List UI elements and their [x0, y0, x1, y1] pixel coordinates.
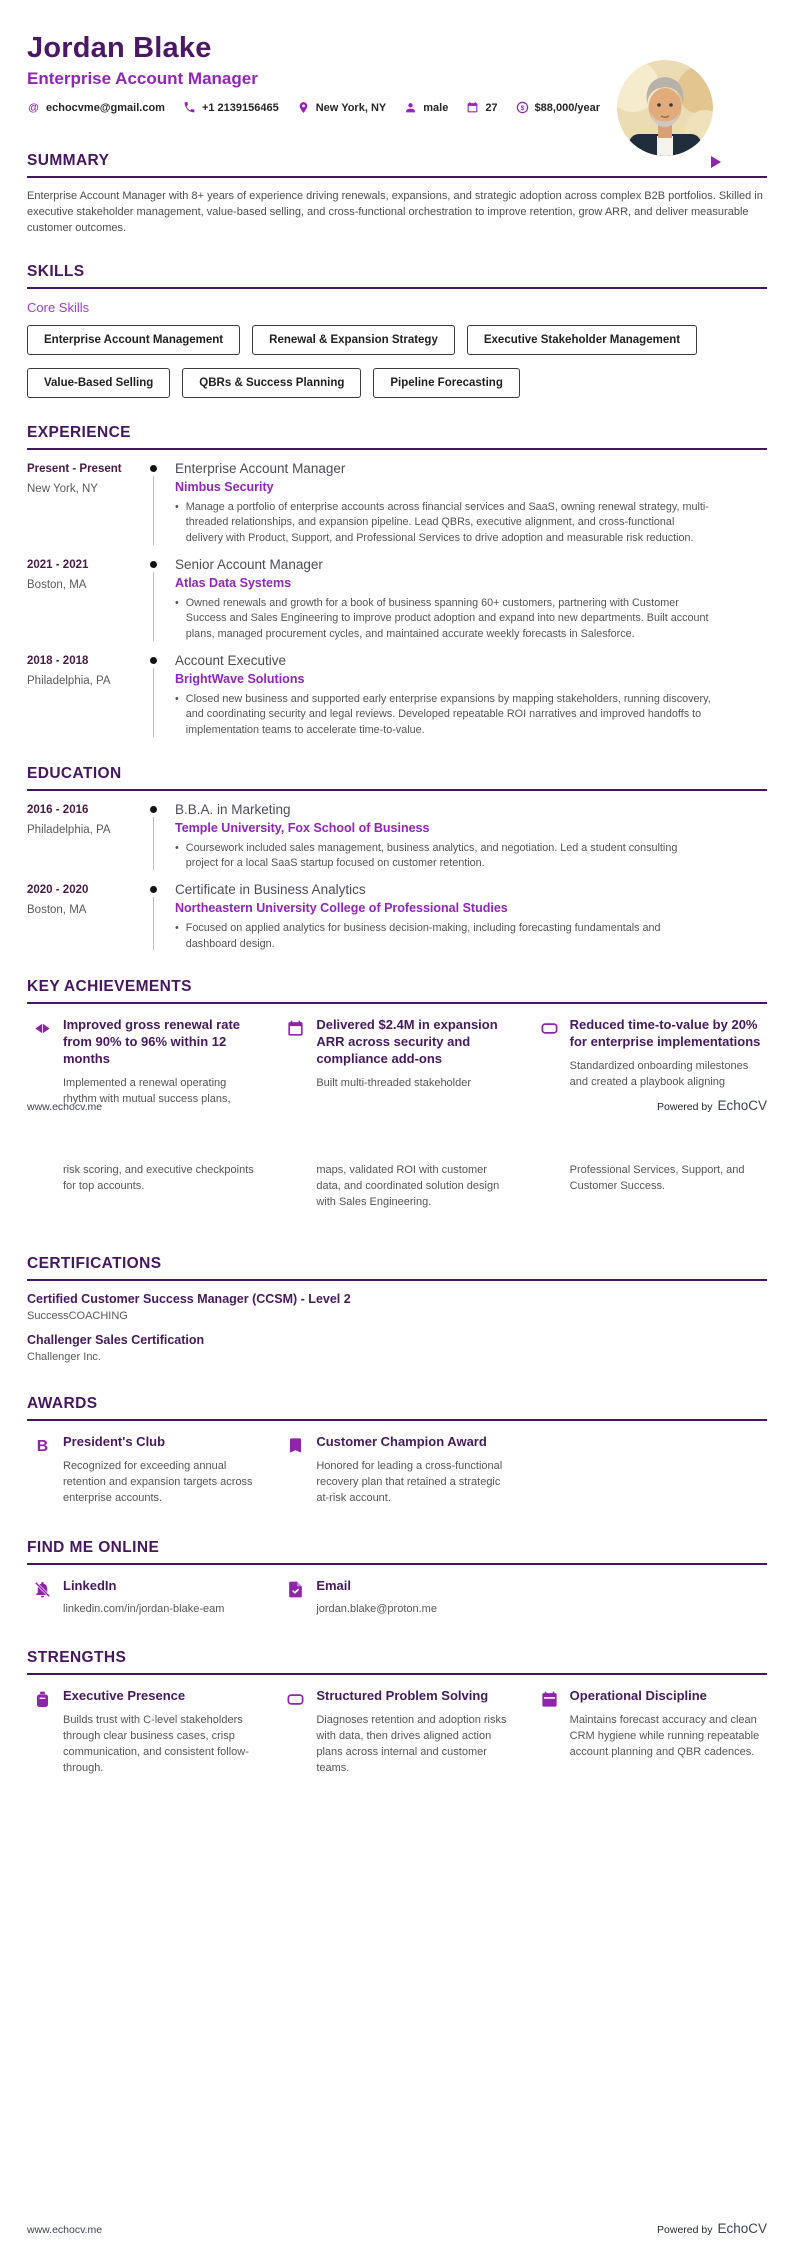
bookmark-icon: [286, 1434, 316, 1507]
candidate-job-title: Enterprise Account Manager: [27, 69, 258, 88]
frame-icon: [286, 1688, 316, 1777]
strengths-heading: STRENGTHS: [27, 1649, 767, 1675]
experience-entry: [27, 653, 767, 739]
awards-heading: AWARDS: [27, 1395, 767, 1421]
online-item-email: [286, 1578, 513, 1616]
achievements-continued: [27, 1161, 767, 1211]
education-entry: [27, 802, 767, 872]
footer-site-link[interactable]: www.echocv.me: [27, 1101, 103, 1113]
company-name: Atlas Data Systems: [175, 575, 292, 590]
education-entry: [27, 882, 767, 952]
education-bullet: Coursework included sales management, business analytics, and negotiation. Led a student consulting project for a local SaaS startup focused on customer retention.: [185, 841, 678, 870]
company-name: Nimbus Security: [175, 479, 274, 494]
certification-name: Challenger Sales Certification: [27, 1332, 205, 1347]
certifications-heading: CERTIFICATIONS: [27, 1255, 767, 1281]
skill-chip: Executive Stakeholder Management: [467, 325, 697, 355]
experience-location: Philadelphia, PA: [27, 674, 111, 687]
strength-description: Diagnoses retention and adoption risks with data, then drives aligned action plans across internal and customer teams.: [316, 1714, 507, 1775]
footer-brand-link[interactable]: EchoCV: [717, 2221, 767, 2236]
achievement-item: [540, 1017, 767, 1108]
achievement-description-continued: maps, validated ROI with customer data, and coordinated solution design with Sales Engineering.: [316, 1164, 500, 1208]
rewind-icon: [33, 1017, 63, 1108]
find-me-online-section: [27, 1539, 767, 1616]
contact-phone[interactable]: [183, 101, 279, 114]
education-section: [27, 765, 767, 953]
experience-location: New York, NY: [27, 482, 98, 495]
award-description: Recognized for exceeding annual retention and expansion targets across enterprise accounts.: [63, 1459, 253, 1504]
skills-heading: SKILLS: [27, 263, 767, 289]
contact-age-text: 27: [485, 101, 498, 114]
find-me-online-heading: FIND ME ONLINE: [27, 1539, 767, 1565]
job-title: Senior Account Manager: [175, 556, 323, 572]
education-dates: 2020 - 2020: [27, 883, 89, 896]
contact-email-text: echocvme@gmail.com: [46, 101, 165, 114]
summary-section: [27, 152, 767, 237]
company-name: BrightWave Solutions: [175, 671, 305, 686]
phone-icon: [183, 101, 196, 114]
file-check-icon: [286, 1578, 316, 1616]
footer-powered-by: Powered by: [657, 1101, 713, 1113]
achievement-item: [286, 1017, 513, 1108]
education-bullet: Focused on applied analytics for business decision-making, including forecasting fundamentals and dashboard design.: [185, 921, 661, 950]
calendar-icon: [466, 101, 479, 114]
bag-icon: [33, 1688, 63, 1777]
strength-title: Structured Problem Solving: [316, 1688, 489, 1704]
experience-location: Boston, MA: [27, 578, 87, 591]
education-heading: EDUCATION: [27, 765, 767, 791]
online-label: LinkedIn: [63, 1577, 117, 1593]
strength-item: [33, 1688, 260, 1777]
summary-text: Enterprise Account Manager with 8+ years of experience driving renewals, expansions, and strategic adoption across complex B2B portfolios. Skilled in executive stakeholder management, value-based selling, and cross-functional orchestration to improve retention, grow ARR, and deliver measurable customer outcomes.: [27, 190, 763, 234]
profile-photo: [617, 60, 713, 156]
bullet-marker: •: [175, 596, 179, 609]
skill-chip-list: [27, 325, 767, 398]
award-title: Customer Champion Award: [316, 1433, 487, 1449]
contact-location-text: New York, NY: [315, 101, 387, 114]
certification-name: Certified Customer Success Manager (CCSM) - Level 2: [27, 1291, 351, 1306]
contact-phone-text: +1 2139156465: [201, 101, 279, 114]
contact-age: [466, 101, 497, 114]
job-bullet: Owned renewals and growth for a book of business spanning 60+ customers, partnering with Customer Success and Sales Engineering to improve product adoption and expand into new departments. Built account plans, managed procurement cycles, and maintained accurate weekly forecasts in Salesforce.: [185, 596, 709, 641]
bullet-marker: •: [175, 692, 179, 705]
online-label: Email: [316, 1577, 352, 1593]
achievement-description-continued: Professional Services, Support, and Customer Success.: [569, 1164, 745, 1192]
contact-email[interactable]: [27, 101, 165, 114]
achievement-description: Implemented a renewal operating rhythm with mutual success plans,: [63, 1076, 231, 1105]
online-link[interactable]: jordan.blake@proton.me: [316, 1603, 437, 1616]
contact-gender-text: male: [423, 101, 449, 114]
school-name: Northeastern University College of Professional Studies: [175, 900, 508, 915]
certification-item: [27, 1292, 767, 1322]
education-location: Boston, MA: [27, 903, 87, 916]
strength-item: [540, 1688, 767, 1777]
person-icon: [404, 101, 417, 114]
certification-item: [27, 1333, 767, 1363]
bell-slash-icon: [33, 1578, 63, 1616]
svg-text:@: @: [28, 101, 39, 114]
online-grid: [27, 1576, 767, 1616]
experience-entry: [27, 557, 767, 643]
job-title: Enterprise Account Manager: [175, 460, 346, 476]
award-item: [33, 1434, 260, 1507]
strength-title: Executive Presence: [63, 1688, 186, 1704]
skill-chip: Enterprise Account Management: [27, 325, 240, 355]
achievement-title: Reduced time-to-value by 20% for enterprise implementations: [569, 1017, 761, 1050]
job-title: Account Executive: [175, 652, 287, 668]
resume-page-2: [0, 1123, 794, 2246]
timeline-marker: [145, 653, 163, 739]
education-dates: 2016 - 2016: [27, 803, 89, 816]
summary-heading: SUMMARY: [27, 152, 767, 178]
education-location: Philadelphia, PA: [27, 823, 111, 836]
experience-entry: [27, 461, 767, 547]
achievements-grid: [27, 1015, 767, 1108]
bullet-marker: •: [175, 841, 179, 854]
money-icon: [516, 101, 529, 114]
award-item: [286, 1434, 513, 1507]
skills-section: [27, 263, 767, 398]
contact-salary-text: $88,000/year: [534, 101, 601, 114]
footer-site-link[interactable]: www.echocv.me: [27, 2224, 103, 2236]
certification-issuer: Challenger Inc.: [27, 1350, 101, 1363]
photo-arrow-badge: [711, 156, 721, 168]
candidate-name: Jordan Blake: [27, 32, 212, 64]
svg-text:$: $: [520, 104, 524, 112]
contact-salary: [516, 101, 600, 114]
strengths-grid: [27, 1686, 767, 1777]
job-bullet: Manage a portfolio of enterprise accounts across financial services and SaaS, owning renewal strategy, multi-threaded relationships, and expansion pipeline. Lead QBRs, executive alignment, and cross-functional delivery with Product, Support, and Professional Services to drive adoption and measurable risk reduction.: [185, 500, 709, 545]
awards-section: [27, 1395, 767, 1507]
timeline-marker: [145, 557, 163, 643]
achievement-description-continued: risk scoring, and executive checkpoints for top accounts.: [63, 1164, 254, 1192]
strength-description: Maintains forecast accuracy and clean CRM hygiene while running repeatable account planning and QBR cadences.: [569, 1714, 760, 1759]
timeline-marker: [145, 882, 163, 952]
achievement-description: Standardized onboarding milestones and created a playbook aligning: [569, 1059, 749, 1088]
experience-dates: 2018 - 2018: [27, 654, 89, 667]
online-link[interactable]: linkedin.com/in/jordan-blake-eam: [63, 1603, 225, 1616]
experience-dates: Present - Present: [27, 462, 122, 475]
achievement-title: Delivered $2.4M in expansion ARR across security and compliance add-ons: [316, 1017, 498, 1066]
calendar-icon: [286, 1017, 316, 1108]
award-title: President's Club: [63, 1433, 166, 1449]
job-bullet: Closed new business and supported early enterprise expansions by mapping stakeholders, running discovery, and coordinating security and legal reviews. Developed repeatable ROI narratives and improved handoffs to implementation teams to accelerate time-to-value.: [185, 692, 711, 736]
experience-dates: 2021 - 2021: [27, 558, 89, 571]
footer-brand-link[interactable]: EchoCV: [717, 1098, 767, 1113]
skill-chip: Pipeline Forecasting: [373, 368, 519, 398]
strengths-section: [27, 1649, 767, 1777]
footer-powered-by: Powered by: [657, 2224, 713, 2236]
school-name: Temple University, Fox School of Business: [175, 820, 430, 835]
award-description: Honored for leading a cross-functional recovery plan that retained a strategic at-risk account.: [316, 1459, 503, 1504]
certification-issuer: SuccessCOACHING: [27, 1309, 128, 1322]
frame-icon: [540, 1017, 570, 1108]
skill-chip: Value-Based Selling: [27, 368, 170, 398]
b-badge-icon: [33, 1434, 63, 1507]
strength-title: Operational Discipline: [569, 1688, 707, 1704]
skill-chip: QBRs & Success Planning: [182, 368, 361, 398]
degree-title: B.B.A. in Marketing: [175, 801, 291, 817]
achievement-description: Built multi-threaded stakeholder: [316, 1076, 472, 1089]
strength-description: Builds trust with C-level stakeholders through clear business cases, crisp communication, and consistent follow-through.: [63, 1714, 249, 1775]
strength-item: [286, 1688, 513, 1777]
skills-group-label: Core Skills: [27, 299, 90, 315]
svg-text:B: B: [36, 1437, 49, 1455]
achievement-title: Improved gross renewal rate from 90% to 96% within 12 months: [63, 1017, 241, 1066]
location-pin-icon: [297, 101, 310, 114]
skill-chip: Renewal & Expansion Strategy: [252, 325, 455, 355]
achievements-section: [27, 978, 767, 1108]
timeline-marker: [145, 461, 163, 547]
achievements-heading: KEY ACHIEVEMENTS: [27, 978, 767, 1004]
resume-header: [27, 32, 767, 114]
bullet-marker: •: [175, 500, 179, 513]
experience-heading: EXPERIENCE: [27, 424, 767, 450]
achievement-item: [33, 1017, 260, 1108]
degree-title: Certificate in Business Analytics: [175, 881, 366, 897]
at-icon: [27, 101, 40, 114]
certifications-section: [27, 1255, 767, 1363]
page1-footer: [27, 1098, 767, 1113]
timeline-marker: [145, 802, 163, 872]
online-item-linkedin: [33, 1578, 260, 1616]
contact-gender: [404, 101, 448, 114]
awards-grid: [27, 1432, 767, 1507]
bullet-marker: •: [175, 921, 179, 934]
page2-footer: [27, 2221, 767, 2236]
experience-section: [27, 424, 767, 739]
calendar-solid-icon: [540, 1688, 570, 1777]
contact-location: [297, 101, 387, 114]
